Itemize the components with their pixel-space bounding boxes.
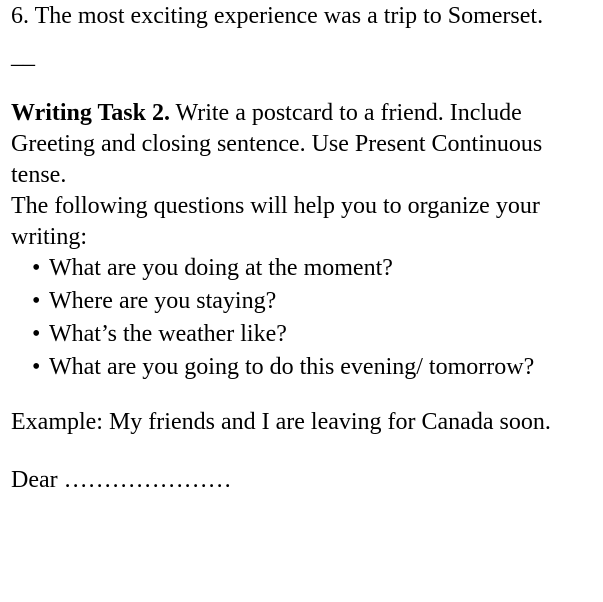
list-item: • What are you going to do this evening/ tomorrow? [11, 352, 601, 385]
worksheet-page [11, 0, 601, 496]
list-item: • Where are you staying? [11, 286, 601, 319]
questions-intro: The following questions will help you to organize your writing: [11, 193, 540, 250]
bullet-icon: • [32, 288, 41, 314]
questions-list [11, 253, 601, 385]
writing-task-paragraph [11, 98, 601, 191]
bullet-icon: • [32, 354, 41, 380]
bullet-icon: • [32, 255, 41, 281]
item-6-text: 6. The most exciting experience was a trip to Somerset. [11, 3, 544, 29]
task-heading: Writing Task 2. [11, 100, 170, 126]
bullet-icon: • [32, 321, 41, 347]
list-item: • What are you doing at the moment? [11, 253, 601, 286]
task-instruction: Write a postcard to a friend. Include Greeting and closing sentence. Use Present Continuous tense. [11, 100, 543, 188]
answer-blank: __ [11, 43, 35, 69]
salutation-line: Dear ………………… [11, 467, 232, 493]
example-sentence: Example: My friends and I are leaving for Canada soon. [11, 409, 551, 435]
list-item: • What’s the weather like? [11, 319, 601, 352]
